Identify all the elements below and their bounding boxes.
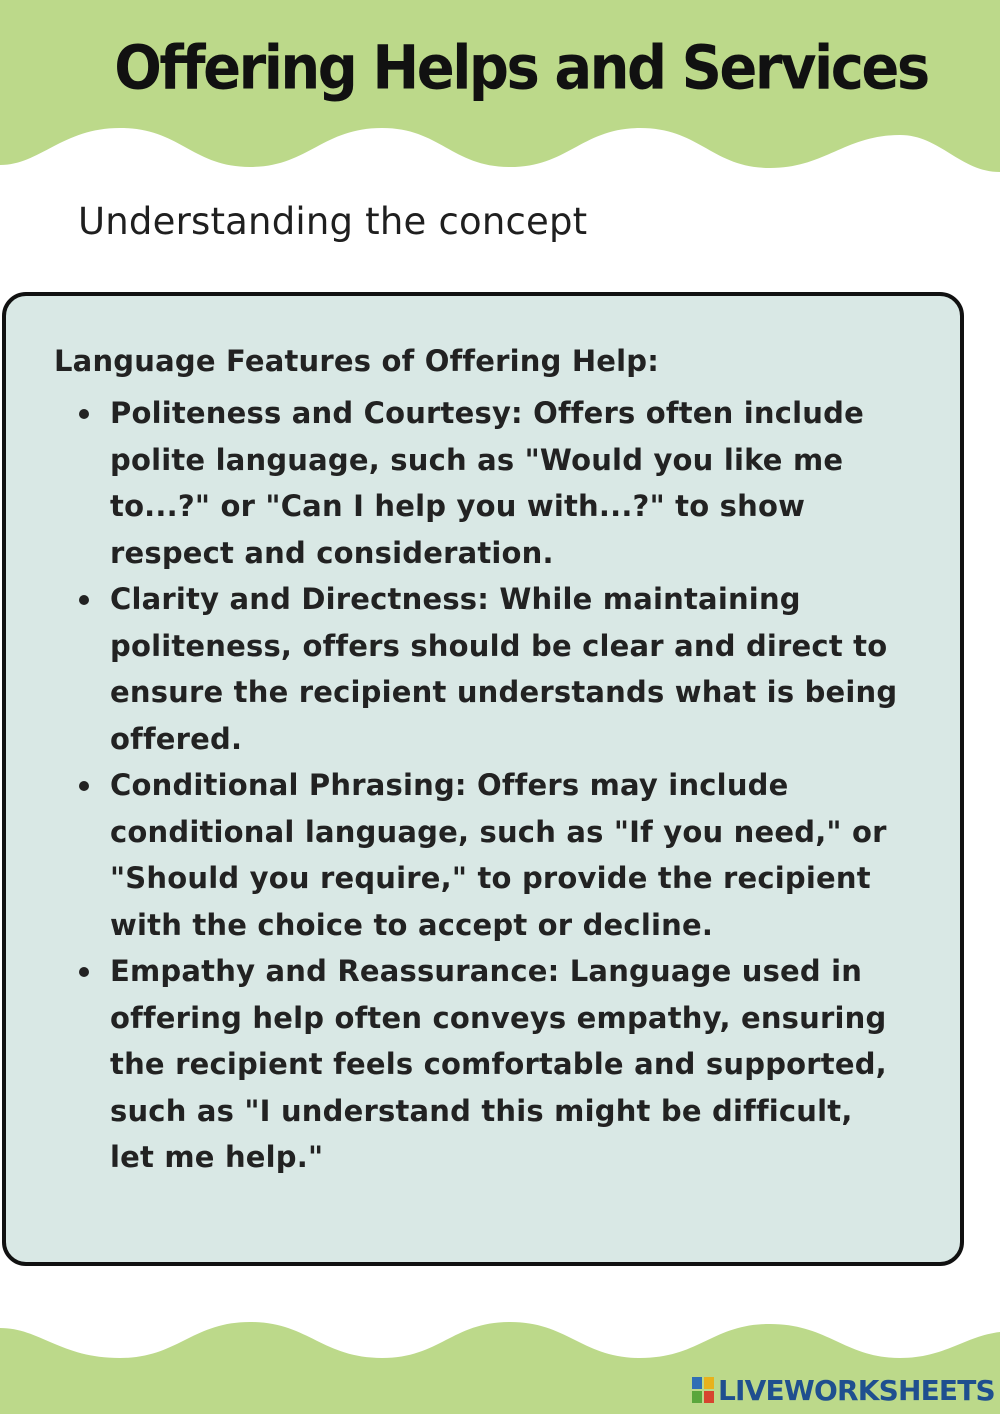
bullet-icon bbox=[79, 409, 89, 419]
liveworksheets-brand bbox=[692, 1370, 995, 1410]
section-subtitle: Understanding the concept bbox=[78, 200, 588, 243]
features-heading: Language Features of Offering Help: bbox=[54, 344, 660, 378]
feature-item-clarity bbox=[110, 576, 900, 762]
feature-text: Politeness and Courtesy: Offers often include polite language, such as "Would you like me to...?" or "Can I help you with...?" to show respect and consideration. bbox=[110, 396, 864, 570]
content-panel bbox=[2, 292, 964, 1266]
liveworksheets-logo-icon bbox=[692, 1377, 714, 1403]
bullet-icon bbox=[79, 781, 89, 791]
feature-item-empathy bbox=[110, 948, 900, 1181]
bullet-icon bbox=[79, 967, 89, 977]
feature-text: Clarity and Directness: While maintaining politeness, offers should be clear and direct to ensure the recipient understands what is being offered. bbox=[110, 582, 898, 756]
brand-wordmark: LIVEWORKSHEETS bbox=[718, 1373, 995, 1407]
feature-item-conditional bbox=[110, 762, 900, 948]
feature-text: Conditional Phrasing: Offers may include conditional language, such as "If you need," or "Should you require," to provide the recipient with the choice to accept or decline. bbox=[110, 768, 887, 942]
feature-item-politeness bbox=[110, 390, 900, 576]
bullet-icon bbox=[79, 595, 89, 605]
page-title: Offering Helps and Services bbox=[114, 33, 928, 104]
feature-text: Empathy and Reassurance: Language used in offering help often conveys empathy, ensuring the recipient feels comfortable and supported, such as "I understand this might be difficult, let me help." bbox=[110, 954, 887, 1174]
features-list bbox=[110, 390, 900, 1181]
